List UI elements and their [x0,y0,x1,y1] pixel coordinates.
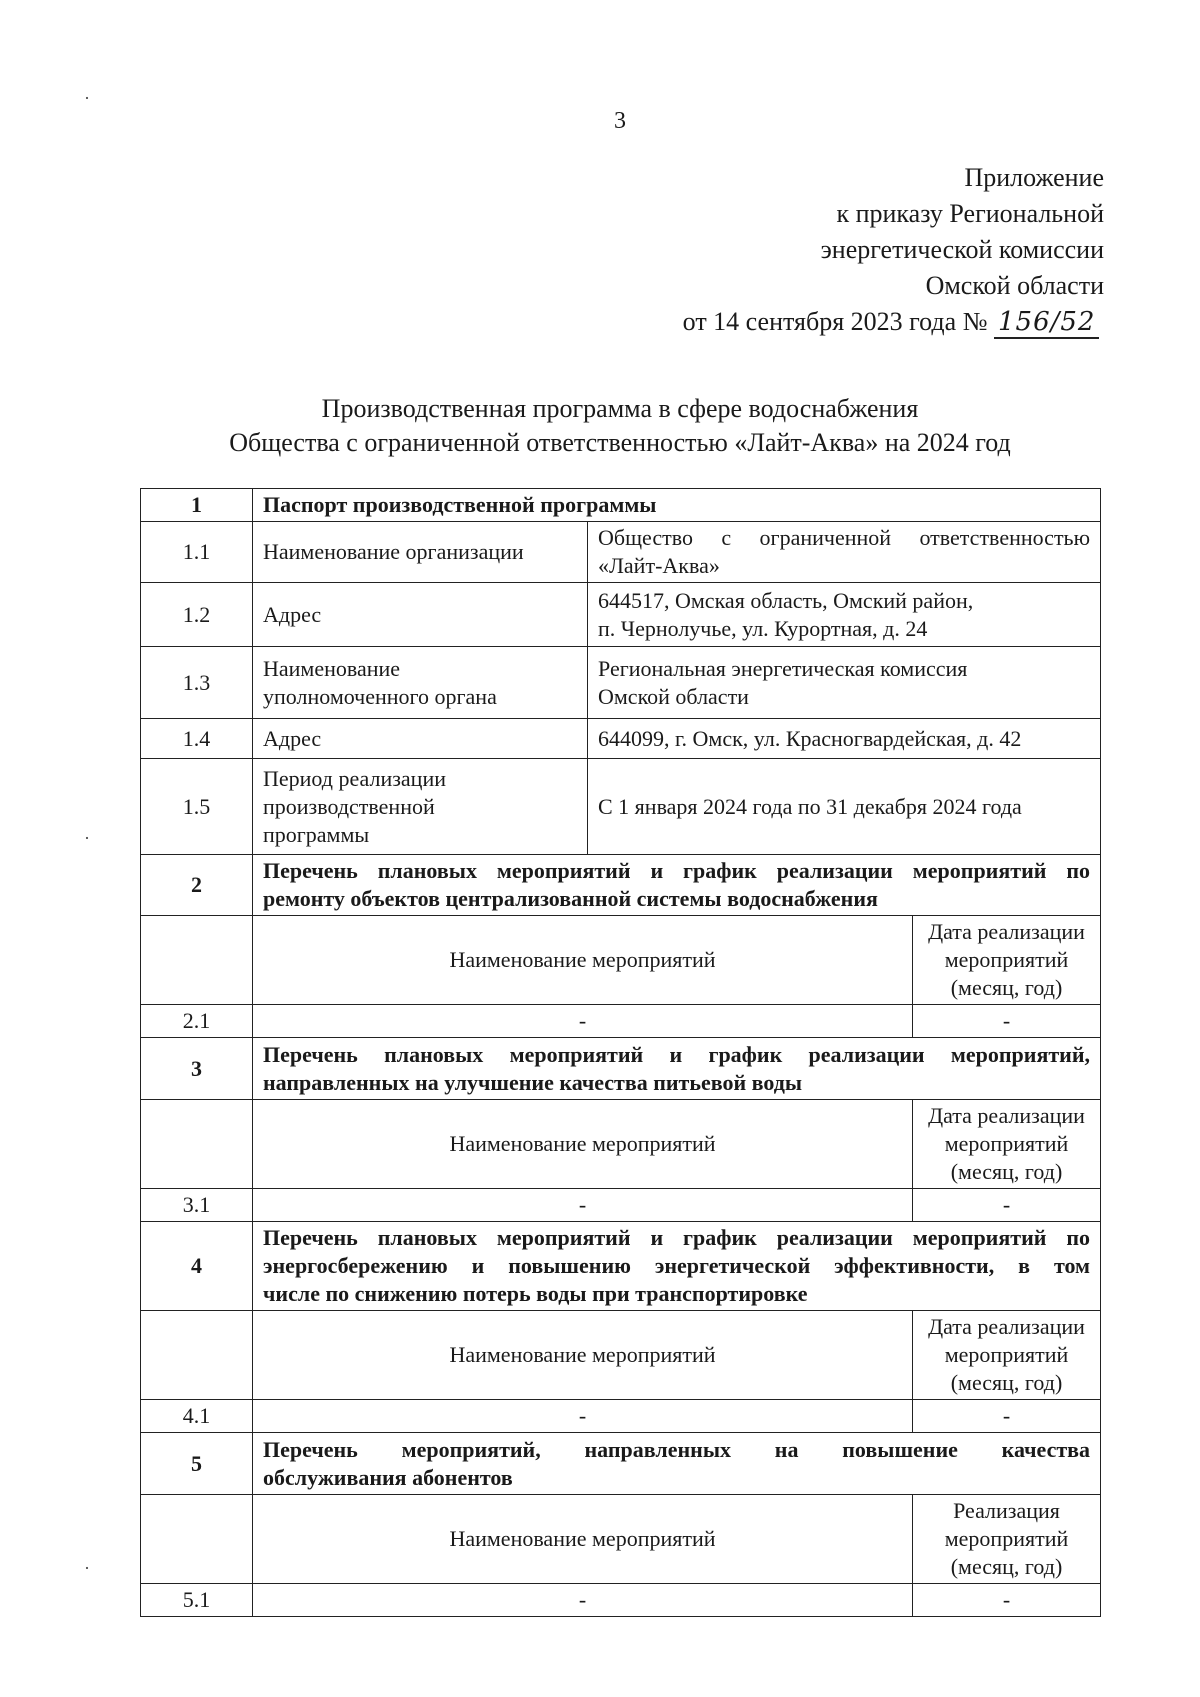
section-title-line: направленных на улучшение качества питьевой воды [263,1069,803,1095]
table-row [141,1584,1101,1617]
activity-name: - [253,1584,913,1617]
row-label: Адрес [253,719,588,759]
column-header-date [913,916,1101,1005]
section-number: 4 [141,1222,253,1311]
activity-date: - [913,1005,1101,1038]
appendix-header [683,160,1104,340]
row-value-line: 644517, Омская область, Омский район, [598,587,974,613]
row-label: Наименование организации [253,522,588,583]
appendix-line: энергетической комиссии [820,235,1104,264]
appendix-order-line [683,304,1104,340]
row-value-line: Омской области [598,683,749,709]
order-number-field [994,304,1104,340]
section-row [141,489,1101,522]
activity-date: - [913,1584,1101,1617]
activity-name: - [253,1400,913,1433]
section-title-line: обслуживания абонентов [263,1464,513,1490]
section-row [141,1038,1101,1100]
empty-cell [141,916,253,1005]
column-header-name: Наименование мероприятий [253,1495,913,1584]
activity-name: - [253,1189,913,1222]
column-header-row [141,1311,1101,1400]
row-value-line: Региональная энергетическая комиссия [598,655,968,681]
section-row [141,1222,1101,1311]
appendix-line: Омской области [925,271,1104,300]
scan-speck: · [84,88,90,108]
row-number: 3.1 [141,1189,253,1222]
column-header-name: Наименование мероприятий [253,1100,913,1189]
section-title-line: Перечень плановых мероприятий и график реализации мероприятий по [263,858,1091,883]
header-line: Дата реализации [928,1103,1085,1128]
empty-cell [141,1495,253,1584]
header-line: Реализация [953,1498,1060,1523]
row-label-line: программы [263,821,370,847]
order-number-handwritten: 156/52 [994,307,1099,339]
table-row [141,759,1101,855]
section-title [253,855,1101,916]
header-line: (месяц, год) [950,1370,1063,1395]
section-number: 5 [141,1433,253,1495]
section-title-line: Перечень плановых мероприятий и график реализации мероприятий по [263,1225,1091,1250]
header-line: мероприятий [944,1131,1069,1156]
row-value-line: п. Чернолучье, ул. Курортная, д. 24 [598,615,928,641]
header-line: (месяц, год) [950,1554,1063,1579]
row-number: 1.3 [141,647,253,719]
row-label-line: Наименование [263,655,401,681]
section-number: 1 [141,489,253,522]
appendix-line: к приказу Региональной [836,199,1104,228]
empty-cell [141,1311,253,1400]
title-line: Общества с ограниченной ответственностью «Лайт-Аква» на 2024 год [229,428,1011,457]
section-number: 3 [141,1038,253,1100]
table-row [141,522,1101,583]
empty-cell [141,1100,253,1189]
column-header-row [141,1495,1101,1584]
document-title [0,392,1200,460]
table-row [141,1005,1101,1038]
table-row [141,719,1101,759]
column-header-name: Наименование мероприятий [253,1311,913,1400]
table-row [141,1189,1101,1222]
program-table [140,488,1101,1617]
column-header-date [913,1311,1101,1400]
title-line: Производственная программа в сфере водоснабжения [321,394,919,423]
activity-date: - [913,1189,1101,1222]
header-line: Дата реализации [928,1314,1085,1339]
section-title [253,1038,1101,1100]
table-row [141,583,1101,647]
row-number: 4.1 [141,1400,253,1433]
row-label-line: производственной [263,793,435,819]
scan-speck: · [84,1558,90,1578]
column-header-date [913,1100,1101,1189]
header-line: мероприятий [944,1342,1069,1367]
row-label [253,647,588,719]
activity-name: - [253,1005,913,1038]
section-row [141,1433,1101,1495]
header-line: Дата реализации [928,919,1085,944]
row-label-line: Период реализации [263,765,447,791]
section-title [253,1433,1101,1495]
scan-speck: · [84,828,90,848]
header-line: (месяц, год) [950,975,1063,1000]
row-number: 2.1 [141,1005,253,1038]
row-number: 1.5 [141,759,253,855]
row-number: 1.4 [141,719,253,759]
row-value [588,647,1101,719]
table-row [141,647,1101,719]
header-line: (месяц, год) [950,1159,1063,1184]
section-title-line: Перечень мероприятий, направленных на повышение качества [263,1436,1091,1462]
appendix-line: Приложение [964,163,1104,192]
section-number: 2 [141,855,253,916]
row-value: 644099, г. Омск, ул. Красногвардейская, д. 42 [588,719,1101,759]
column-header-name: Наименование мероприятий [253,916,913,1005]
section-title-line: числе по снижению потерь воды при транспортировке [263,1281,808,1306]
page-number: 3 [614,108,626,134]
row-number: 5.1 [141,1584,253,1617]
column-header-row [141,916,1101,1005]
row-label [253,759,588,855]
row-number: 1.1 [141,522,253,583]
section-title-line: энергосбережению и повышению энергетической эффективности, в том [263,1253,1091,1278]
row-value: С 1 января 2024 года по 31 декабря 2024 года [588,759,1101,855]
row-number: 1.2 [141,583,253,647]
section-title-line: Перечень плановых мероприятий и график реализации мероприятий, [263,1041,1091,1067]
activity-date: - [913,1400,1101,1433]
column-header-date [913,1495,1101,1584]
section-row [141,855,1101,916]
row-label: Адрес [253,583,588,647]
section-title-line: ремонту объектов централизованной системы водоснабжения [263,886,878,911]
header-line: мероприятий [944,947,1069,972]
order-date: от 14 сентября 2023 года № [682,307,988,336]
table-row [141,1400,1101,1433]
section-title: Паспорт производственной программы [253,489,1101,522]
section-title [253,1222,1101,1311]
row-value: Общество с ограниченной ответственностью «Лайт-Аква» [588,522,1101,583]
header-line: мероприятий [944,1526,1069,1551]
row-value [588,583,1101,647]
column-header-row [141,1100,1101,1189]
row-label-line: уполномоченного органа [263,683,497,709]
